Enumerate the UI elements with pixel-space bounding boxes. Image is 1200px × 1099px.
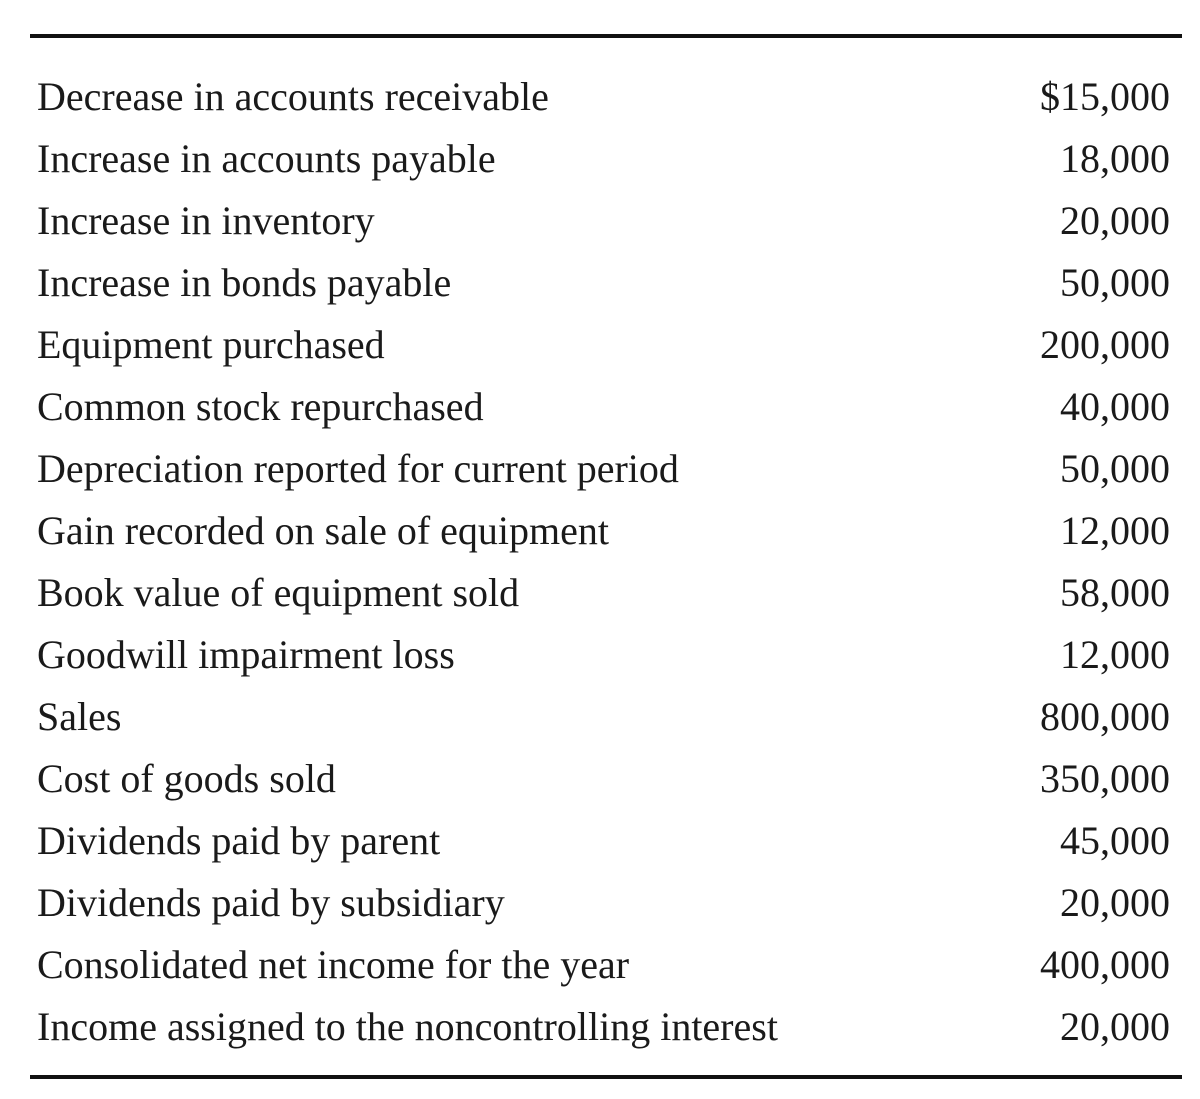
- row-label: Cost of goods sold: [37, 756, 336, 801]
- row-amount: 18,000: [1060, 136, 1170, 181]
- row-label: Consolidated net income for the year: [37, 942, 630, 987]
- table-row: [30, 686, 1182, 748]
- table-row: [30, 66, 1182, 128]
- row-amount: 350,000: [1040, 756, 1170, 801]
- row-label: Increase in inventory: [37, 198, 375, 243]
- table-row: [30, 934, 1182, 996]
- row-amount: 12,000: [1060, 508, 1170, 553]
- row-label: Goodwill impairment loss: [37, 632, 455, 677]
- bottom-rule: [30, 1075, 1182, 1079]
- row-label: Depreciation reported for current period: [37, 446, 679, 491]
- row-amount: 400,000: [1040, 942, 1170, 987]
- table-row: [30, 252, 1182, 314]
- table-row: [30, 748, 1182, 810]
- table-row: [30, 438, 1182, 500]
- table-row: [30, 562, 1182, 624]
- table-row: [30, 500, 1182, 562]
- row-label: Dividends paid by parent: [37, 818, 441, 863]
- row-amount: 58,000: [1060, 570, 1170, 615]
- row-label: Increase in accounts payable: [37, 136, 496, 181]
- table-row: [30, 810, 1182, 872]
- table-row: [30, 190, 1182, 252]
- row-label: Increase in bonds payable: [37, 260, 452, 305]
- row-label: Income assigned to the noncontrolling interest: [37, 1004, 778, 1049]
- table-row: [30, 624, 1182, 686]
- row-amount: 50,000: [1060, 446, 1170, 491]
- row-label: Common stock repurchased: [37, 384, 484, 429]
- row-amount: $15,000: [1040, 74, 1170, 119]
- row-amount: 200,000: [1040, 322, 1170, 367]
- table-row: [30, 128, 1182, 190]
- row-amount: 20,000: [1060, 880, 1170, 925]
- row-amount: 20,000: [1060, 1004, 1170, 1049]
- table-body: [30, 66, 1182, 1058]
- table-row: [30, 872, 1182, 934]
- top-rule: [30, 34, 1182, 38]
- row-label: Equipment purchased: [37, 322, 385, 367]
- financial-data-table: [30, 34, 1182, 1079]
- row-label: Book value of equipment sold: [37, 570, 520, 615]
- table-row: [30, 376, 1182, 438]
- row-label: Sales: [37, 694, 122, 739]
- row-amount: 800,000: [1040, 694, 1170, 739]
- row-amount: 12,000: [1060, 632, 1170, 677]
- row-label: Decrease in accounts receivable: [37, 74, 549, 119]
- table-row: [30, 996, 1182, 1058]
- row-amount: 40,000: [1060, 384, 1170, 429]
- table-row: [30, 314, 1182, 376]
- row-amount: 50,000: [1060, 260, 1170, 305]
- row-label: Gain recorded on sale of equipment: [37, 508, 610, 553]
- row-amount: 45,000: [1060, 818, 1170, 863]
- row-amount: 20,000: [1060, 198, 1170, 243]
- row-label: Dividends paid by subsidiary: [37, 880, 505, 925]
